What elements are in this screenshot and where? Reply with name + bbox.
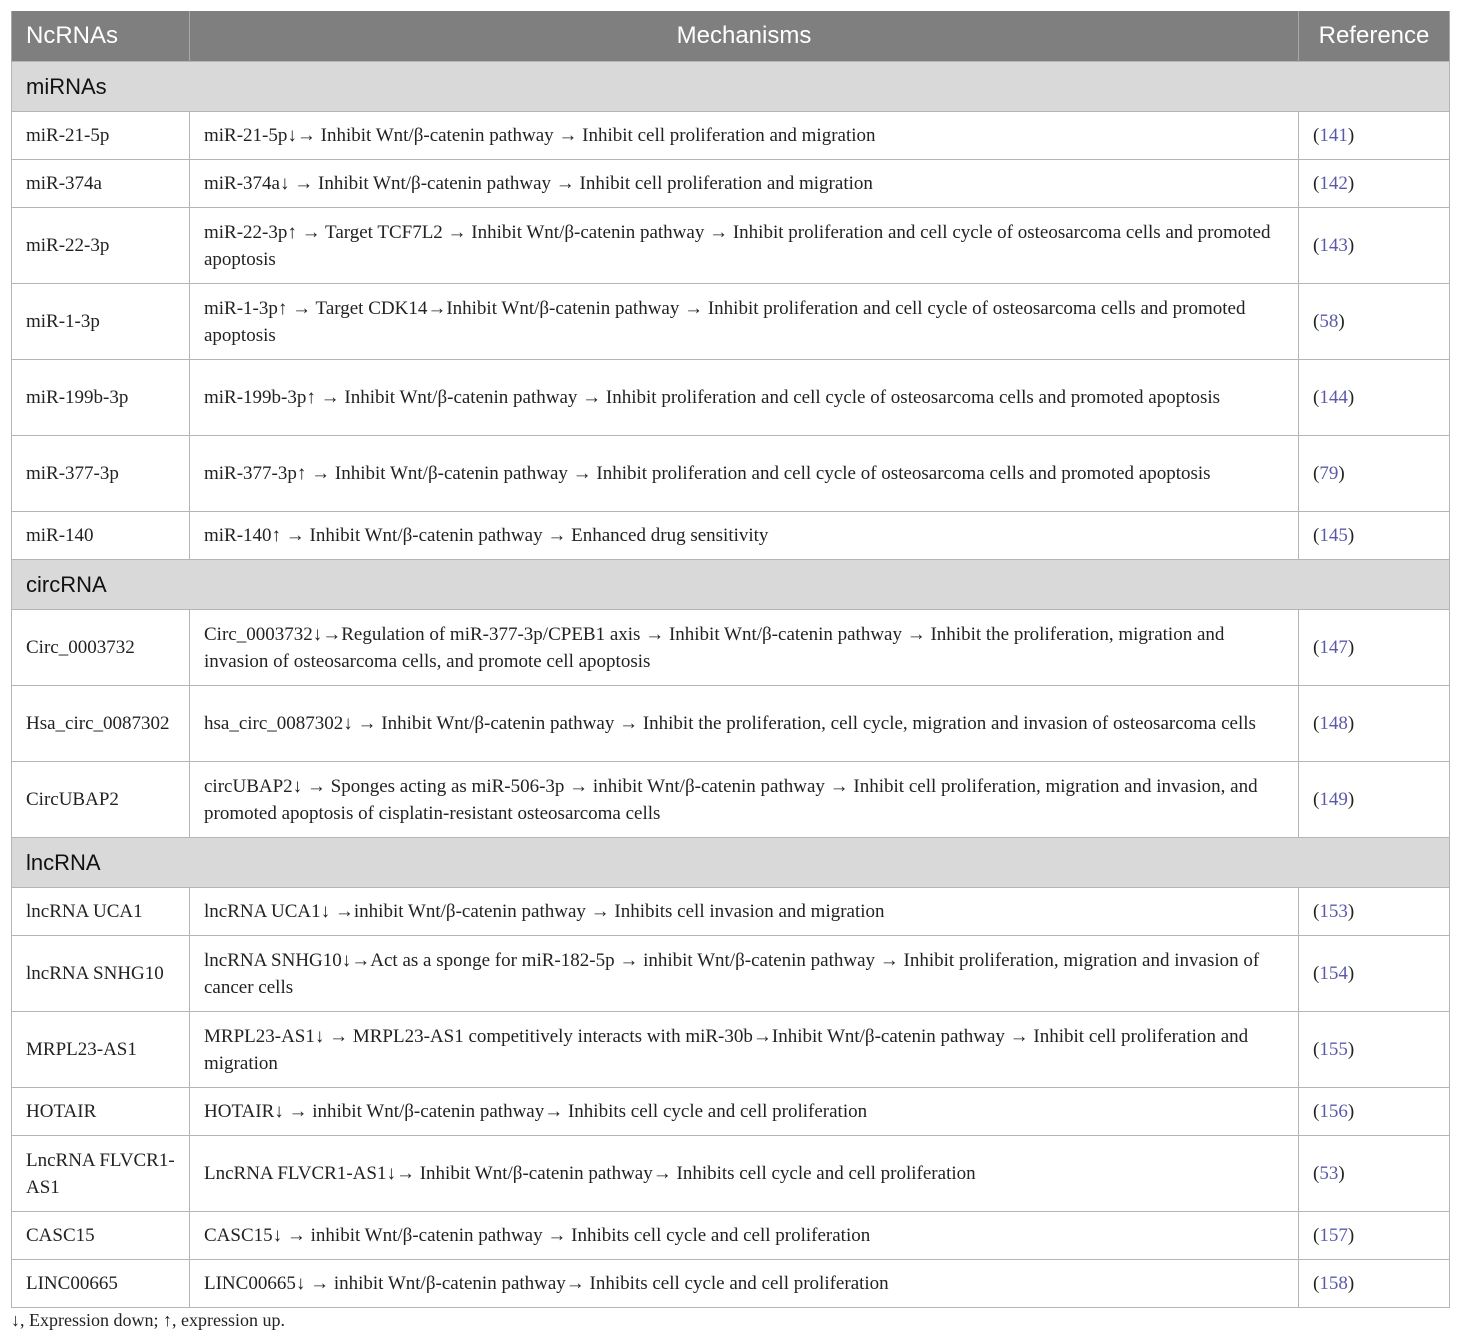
table-row — [12, 436, 1450, 512]
table-row — [12, 686, 1450, 762]
ref-close-paren: ) — [1347, 1225, 1355, 1246]
mechanism-text: miR-22-3p↑ → Target TCF7L2 → Inhibit Wnt/β-catenin pathway → Inhibit proliferation and cell cycle of osteosarcoma cells and promoted apoptosis — [190, 208, 1299, 284]
ref-close-paren: ) — [1347, 789, 1355, 810]
reference-cell — [1299, 888, 1450, 936]
ref-close-paren: ) — [1347, 1273, 1355, 1294]
header-reference: Reference — [1299, 11, 1450, 62]
mechanism-text: miR-199b-3p↑ → Inhibit Wnt/β-catenin pathway → Inhibit proliferation and cell cycle of osteosarcoma cells and promoted apoptosis — [190, 360, 1299, 436]
ncrna-name: Hsa_circ_0087302 — [12, 686, 190, 762]
table-row — [12, 610, 1450, 686]
ref-open-paren: ( — [1313, 525, 1320, 546]
reference-cell — [1299, 1088, 1450, 1136]
ref-open-paren: ( — [1313, 1273, 1320, 1294]
ncrna-name: miR-199b-3p — [12, 360, 190, 436]
ref-close-paren: ) — [1347, 713, 1355, 734]
table-row — [12, 112, 1450, 160]
section-title: miRNAs — [12, 62, 1450, 112]
ncrna-name: miR-140 — [12, 512, 190, 560]
ref-close-paren: ) — [1347, 525, 1355, 546]
reference-cell — [1299, 762, 1450, 838]
table-row — [12, 1088, 1450, 1136]
table-row — [12, 160, 1450, 208]
ref-open-paren: ( — [1313, 311, 1320, 332]
reference-link[interactable]: 158 — [1319, 1273, 1348, 1294]
reference-cell — [1299, 512, 1450, 560]
ref-open-paren: ( — [1313, 387, 1320, 408]
header-mechanisms: Mechanisms — [190, 11, 1299, 62]
table-row — [12, 512, 1450, 560]
mechanism-text: circUBAP2↓ → Sponges acting as miR-506-3p → inhibit Wnt/β-catenin pathway → Inhibit cell proliferation, migration and invasion, and promoted apoptosis of cisplatin-resistant osteosarcoma cells — [190, 762, 1299, 838]
ref-close-paren: ) — [1347, 387, 1355, 408]
reference-cell — [1299, 360, 1450, 436]
ncrna-name: miR-22-3p — [12, 208, 190, 284]
ref-close-paren: ) — [1347, 173, 1355, 194]
ncrna-name: miR-374a — [12, 160, 190, 208]
reference-cell — [1299, 686, 1450, 762]
table-row — [12, 208, 1450, 284]
ncrna-name: Circ_0003732 — [12, 610, 190, 686]
ref-open-paren: ( — [1313, 1163, 1320, 1184]
table-row — [12, 1212, 1450, 1260]
ncrna-name: LncRNA FLVCR1-AS1 — [12, 1136, 190, 1212]
ref-close-paren: ) — [1347, 901, 1355, 922]
table-row — [12, 888, 1450, 936]
ncrna-name: miR-1-3p — [12, 284, 190, 360]
mechanism-text: MRPL23-AS1↓ → MRPL23-AS1 competitively interacts with miR-30b→Inhibit Wnt/β-catenin pathway → Inhibit cell proliferation and migration — [190, 1012, 1299, 1088]
ref-close-paren: ) — [1347, 125, 1355, 146]
mechanism-text: HOTAIR↓ → inhibit Wnt/β-catenin pathway→ Inhibits cell cycle and cell proliferation — [190, 1088, 1299, 1136]
ref-open-paren: ( — [1313, 1225, 1320, 1246]
reference-link[interactable]: 141 — [1319, 125, 1348, 146]
ref-open-paren: ( — [1313, 235, 1320, 256]
reference-link[interactable]: 147 — [1319, 637, 1348, 658]
ref-open-paren: ( — [1313, 789, 1320, 810]
table-row — [12, 1260, 1450, 1308]
mechanism-text: LINC00665↓ → inhibit Wnt/β-catenin pathway→ Inhibits cell cycle and cell proliferation — [190, 1260, 1299, 1308]
ref-open-paren: ( — [1313, 463, 1320, 484]
reference-cell — [1299, 1212, 1450, 1260]
reference-link[interactable]: 149 — [1319, 789, 1348, 810]
mechanism-text: hsa_circ_0087302↓ → Inhibit Wnt/β-catenin pathway → Inhibit the proliferation, cell cycle, migration and invasion of osteosarcoma cells — [190, 686, 1299, 762]
ncrna-name: miR-21-5p — [12, 112, 190, 160]
ref-open-paren: ( — [1313, 173, 1320, 194]
ref-close-paren: ) — [1347, 235, 1355, 256]
reference-cell — [1299, 1012, 1450, 1088]
reference-link[interactable]: 79 — [1319, 463, 1339, 484]
ref-close-paren: ) — [1347, 1039, 1355, 1060]
table-row — [12, 284, 1450, 360]
table-row — [12, 936, 1450, 1012]
reference-cell — [1299, 1136, 1450, 1212]
reference-link[interactable]: 145 — [1319, 525, 1348, 546]
table-row — [12, 1012, 1450, 1088]
ref-open-paren: ( — [1313, 901, 1320, 922]
mechanism-text: LncRNA FLVCR1-AS1↓→ Inhibit Wnt/β-catenin pathway→ Inhibits cell cycle and cell proliferation — [190, 1136, 1299, 1212]
mechanism-text: CASC15↓ → inhibit Wnt/β-catenin pathway → Inhibits cell cycle and cell proliferation — [190, 1212, 1299, 1260]
ref-close-paren: ) — [1338, 311, 1345, 332]
ncrna-table-container — [11, 11, 1449, 1308]
ref-close-paren: ) — [1347, 637, 1355, 658]
mechanism-text: miR-21-5p↓→ Inhibit Wnt/β-catenin pathway → Inhibit cell proliferation and migration — [190, 112, 1299, 160]
section-row — [12, 838, 1450, 888]
reference-link[interactable]: 148 — [1319, 713, 1348, 734]
ncrna-name: HOTAIR — [12, 1088, 190, 1136]
mechanism-text: lncRNA SNHG10↓→Act as a sponge for miR-182-5p → inhibit Wnt/β-catenin pathway → Inhibit proliferation, migration and invasion of cancer cells — [190, 936, 1299, 1012]
reference-link[interactable]: 143 — [1319, 235, 1348, 256]
reference-cell — [1299, 208, 1450, 284]
reference-link[interactable]: 157 — [1319, 1225, 1348, 1246]
ncrna-name: CASC15 — [12, 1212, 190, 1260]
reference-cell — [1299, 284, 1450, 360]
section-row — [12, 62, 1450, 112]
table-row — [12, 360, 1450, 436]
reference-link[interactable]: 155 — [1319, 1039, 1348, 1060]
ref-open-paren: ( — [1313, 637, 1320, 658]
section-title: lncRNA — [12, 838, 1450, 888]
table-row — [12, 762, 1450, 838]
reference-link[interactable]: 53 — [1319, 1163, 1339, 1184]
ref-close-paren: ) — [1347, 1101, 1355, 1122]
reference-link[interactable]: 156 — [1319, 1101, 1348, 1122]
ref-open-paren: ( — [1313, 963, 1320, 984]
mechanism-text: miR-1-3p↑ → Target CDK14→Inhibit Wnt/β-catenin pathway → Inhibit proliferation and cell cycle of osteosarcoma cells and promoted apoptosis — [190, 284, 1299, 360]
ref-open-paren: ( — [1313, 713, 1320, 734]
section-row — [12, 560, 1450, 610]
reference-link[interactable]: 58 — [1319, 311, 1339, 332]
header-ncrnas: NcRNAs — [12, 11, 190, 62]
reference-cell — [1299, 610, 1450, 686]
table-header-row — [12, 11, 1450, 62]
ref-close-paren: ) — [1338, 463, 1345, 484]
reference-link[interactable]: 142 — [1319, 173, 1348, 194]
mechanism-text: miR-374a↓ → Inhibit Wnt/β-catenin pathway → Inhibit cell proliferation and migration — [190, 160, 1299, 208]
reference-link[interactable]: 144 — [1319, 387, 1348, 408]
table-body — [12, 62, 1450, 1308]
table-footnote: ↓, Expression down; ↑, expression up. — [11, 1310, 285, 1330]
ref-close-paren: ) — [1347, 963, 1355, 984]
mechanism-text: Circ_0003732↓→Regulation of miR-377-3p/CPEB1 axis → Inhibit Wnt/β-catenin pathway → Inhibit the proliferation, migration and invasion of osteosarcoma cells, and promote cell apoptosis — [190, 610, 1299, 686]
mechanism-text: miR-140↑ → Inhibit Wnt/β-catenin pathway → Enhanced drug sensitivity — [190, 512, 1299, 560]
reference-cell — [1299, 160, 1450, 208]
reference-cell — [1299, 112, 1450, 160]
ref-open-paren: ( — [1313, 125, 1320, 146]
mechanism-text: miR-377-3p↑ → Inhibit Wnt/β-catenin pathway → Inhibit proliferation and cell cycle of osteosarcoma cells and promoted apoptosis — [190, 436, 1299, 512]
reference-cell — [1299, 1260, 1450, 1308]
reference-link[interactable]: 153 — [1319, 901, 1348, 922]
reference-cell — [1299, 436, 1450, 512]
ncrna-name: CircUBAP2 — [12, 762, 190, 838]
mechanism-text: lncRNA UCA1↓ →inhibit Wnt/β-catenin pathway → Inhibits cell invasion and migration — [190, 888, 1299, 936]
ncrna-name: MRPL23-AS1 — [12, 1012, 190, 1088]
table-row — [12, 1136, 1450, 1212]
ref-open-paren: ( — [1313, 1101, 1320, 1122]
ncrna-name: LINC00665 — [12, 1260, 190, 1308]
section-title: circRNA — [12, 560, 1450, 610]
ncrna-name: miR-377-3p — [12, 436, 190, 512]
reference-link[interactable]: 154 — [1319, 963, 1348, 984]
ncrna-mechanisms-table — [11, 11, 1450, 1308]
ref-close-paren: ) — [1338, 1163, 1345, 1184]
ncrna-name: lncRNA UCA1 — [12, 888, 190, 936]
ncrna-name: lncRNA SNHG10 — [12, 936, 190, 1012]
ref-open-paren: ( — [1313, 1039, 1320, 1060]
reference-cell — [1299, 936, 1450, 1012]
